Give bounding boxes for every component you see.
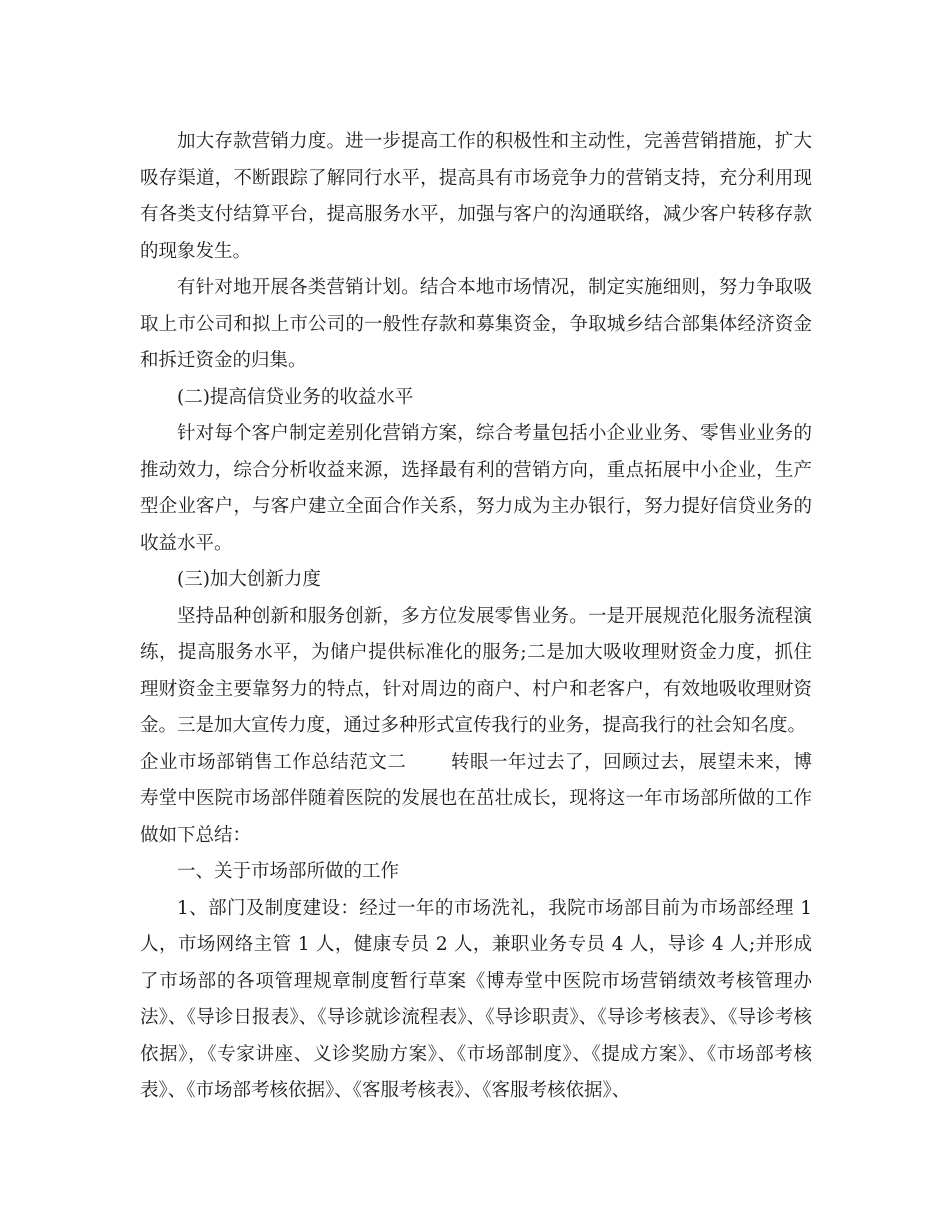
paragraph-credit-income: 针对每个客户制定差别化营销方案，综合考量包括小企业业务、零售业业务的推动效力，综合分析收益来源，选择最有利的营销方向，重点拓展中小企业，生产型企业客户，与客户建立全面合作关系，努力成为主办银行，努力提好信贷业务的收益水平。 [140,423,812,554]
paragraph-article2-intro [140,745,812,855]
subheading-innovation: (三)加大创新力度 [177,569,321,590]
section-heading-market-work: 一、关于市场部所做的工作 [177,861,400,882]
subheading-credit-income: (二)提高信贷业务的收益水平 [177,386,414,408]
article2-heading: 企业市场部销售工作总结范文二 [140,751,407,773]
article2-intro-text: 转眼一年过去了，回顾过去，展望未来，博寿堂中医院市场部伴随着医院的发展也在茁壮成长，现将这一年市场部所做的工作做如下总结： [140,751,812,846]
paragraph-deposit-marketing: 加大存款营销力度。进一步提高工作的积极性和主动性，完善营销措施，扩大吸存渠道，不断跟踪了解同行水平，提高具有市场竞争力的营销支持，充分利用现有各类支付结算平台，提高服务水平，加强与客户的沟通联络，减少客户转移存款的现象发生。 [140,131,812,262]
paragraph-innovation: 坚持品种创新和服务创新，多方位发展零售业务。一是开展规范化服务流程演练，提高服务水平，为储户提供标准化的服务;二是加大吸收理财资金力度，抓住理财资金主要靠努力的特点，针对周边的商户、村户和老客户，有效地吸收理财资金。三是加大宣传力度，通过多种形式宣传我行的业务，提高我行的社会知名度。 [140,605,812,736]
paragraph-marketing-plan: 有针对地开展各类营销计划。结合本地市场情况，制定实施细则，努力争取吸取上市公司和拟上市公司的一般性存款和募集资金，争取城乡结合部集体经济资金和拆迁资金的归集。 [140,277,812,371]
document-body [140,124,812,1110]
paragraph-department-building: 1、部门及制度建设：经过一年的市场洗礼，我院市场部目前为市场部经理 1 人，市场网络主管 1 人，健康专员 2 人，兼职业务专员 4 人，导诊 4 人;并形成了市场部的各项管理规章制度暂行草案《博寿堂中医院市场营销绩效考核管理办法》、《导诊日报表》、《导诊就诊流程表》、《导诊职责》、《导诊考核表》、《导诊考核依据》，《专家讲座、义诊奖励方案》、《市场部制度》、《提成方案》、《市场部考核表》、《市场部考核依据》、《客服考核表》、《客服考核依据》、 [140,897,812,1101]
